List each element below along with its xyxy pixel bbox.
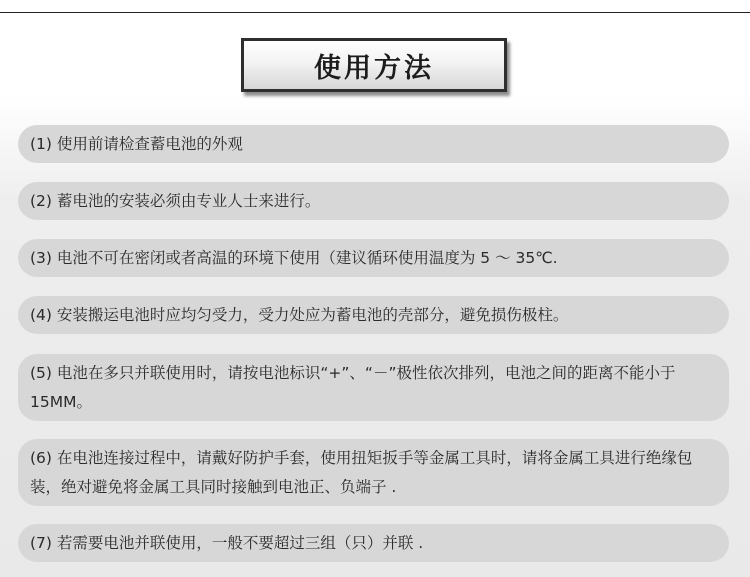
list-item-text: (6) 在电池连接过程中，请戴好防护手套，使用扭矩扳手等金属工具时，请将金属工具进行绝缘包装，绝对避免将金属工具同时接触到电池正、负端子 .	[30, 448, 693, 496]
list-item-text: (5) 电池在多只并联使用时，请按电池标识“+”、“－”极性依次排列，电池之间的距离不能小于 15MM。	[30, 363, 676, 411]
list-item-text: (2) 蓄电池的安装必须由专业人士来进行。	[30, 191, 321, 210]
list-item-text: (3) 电池不可在密闭或者高温的环境下使用（建议循环使用温度为 5 ～ 35℃.	[30, 248, 558, 267]
list-item-7	[18, 524, 729, 562]
list-item-text: (7) 若需要电池并联使用，一般不要超过三组（只）并联 .	[30, 533, 424, 552]
list-item-4	[18, 296, 729, 334]
list-item-2	[18, 182, 729, 220]
list-item-5	[18, 354, 729, 421]
top-divider	[0, 12, 750, 13]
title-banner	[241, 38, 507, 92]
list-item-text: (1) 使用前请检查蓄电池的外观	[30, 134, 243, 153]
list-item-6	[18, 439, 729, 506]
page-title: 使用方法	[314, 52, 434, 84]
list-item-1	[18, 125, 729, 163]
list-item-3	[18, 239, 729, 277]
list-item-text: (4) 安装搬运电池时应均匀受力，受力处应为蓄电池的壳部分，避免损伤极柱。	[30, 305, 569, 324]
